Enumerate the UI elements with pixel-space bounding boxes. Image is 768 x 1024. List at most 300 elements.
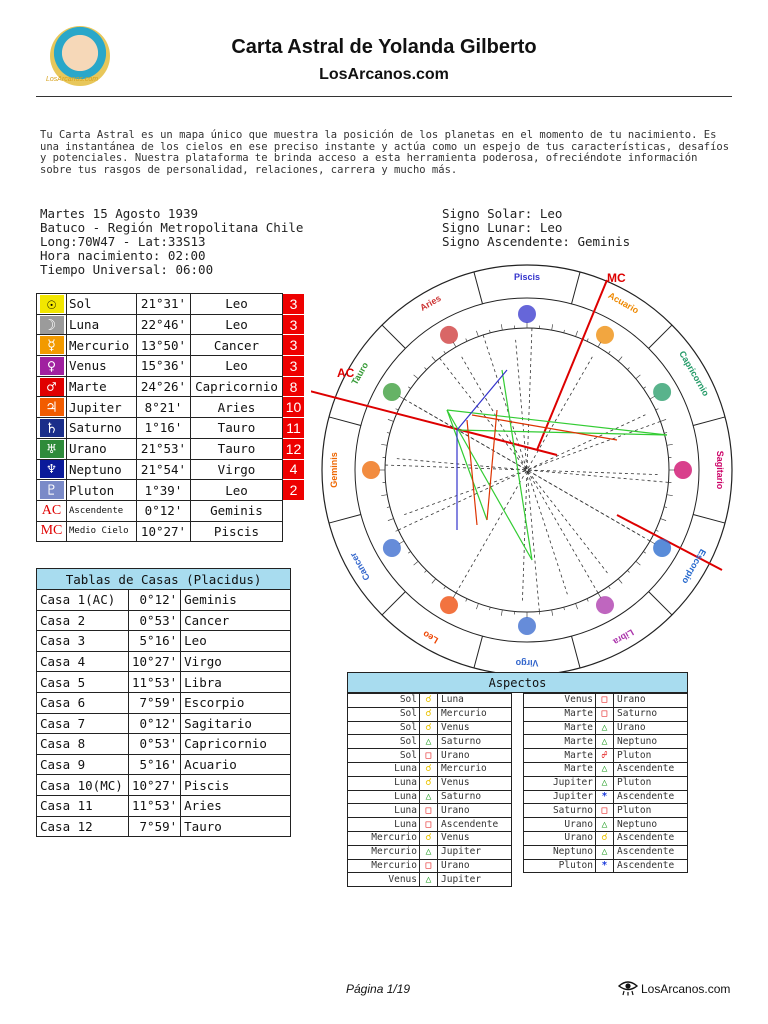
degree-tick bbox=[432, 579, 436, 584]
universal-time: Tiempo Universal: 06:00 bbox=[40, 262, 214, 277]
planet-house: 12 bbox=[283, 438, 305, 459]
lunar-sign: Signo Lunar: Leo bbox=[442, 220, 563, 235]
house-sign: Virgo bbox=[181, 651, 291, 672]
aspect-row bbox=[348, 735, 512, 749]
sign-label: Tauro bbox=[349, 360, 371, 387]
aspect-line bbox=[447, 410, 487, 520]
house-name: Casa 9 bbox=[37, 754, 129, 775]
aspect-square-icon: □ bbox=[596, 707, 614, 721]
aspect-conjunction-icon: ☌ bbox=[420, 762, 438, 776]
house-degree: 5°16' bbox=[129, 754, 181, 775]
planet-degree: 21°31' bbox=[137, 294, 191, 315]
aspect-row bbox=[348, 831, 512, 845]
ac-label: AC bbox=[337, 366, 355, 380]
planet-symbol-cell bbox=[37, 418, 67, 439]
house-sign: Sagitario bbox=[181, 713, 291, 734]
aspect-trine-icon: △ bbox=[596, 762, 614, 776]
aspect-line bbox=[472, 415, 617, 440]
aspect-planet-b: Mercurio bbox=[438, 762, 512, 776]
sign-glyph-icon bbox=[596, 596, 614, 614]
aspect-row bbox=[524, 721, 688, 735]
venus-icon: ♀ bbox=[40, 357, 64, 375]
aspect-square-icon: □ bbox=[420, 818, 438, 832]
aspect-conjunction-icon: ☌ bbox=[420, 776, 438, 790]
aspect-row bbox=[348, 694, 512, 708]
house-cusp bbox=[522, 328, 532, 600]
aspect-planet-a: Mercurio bbox=[348, 859, 420, 873]
degree-tick bbox=[408, 387, 410, 389]
planet-house: 3 bbox=[283, 335, 305, 356]
degree-tick bbox=[660, 519, 666, 521]
planet-house: 8 bbox=[283, 376, 305, 397]
house-degree: 5°16' bbox=[129, 631, 181, 652]
planet-symbol-cell bbox=[37, 294, 67, 315]
aspect-planet-a: Venus bbox=[348, 873, 420, 887]
aspect-row bbox=[348, 818, 512, 832]
degree-tick bbox=[636, 375, 641, 379]
planet-house: 11 bbox=[283, 418, 305, 439]
planet-symbol-cell bbox=[37, 438, 67, 459]
sign-summary bbox=[442, 207, 630, 249]
planet-symbol-cell bbox=[37, 335, 67, 356]
planet-house-empty bbox=[283, 521, 305, 542]
aspect-planet-b: Pluton bbox=[614, 749, 688, 763]
house-name: Casa 1(AC) bbox=[37, 590, 129, 611]
planet-row bbox=[37, 459, 305, 480]
planet-name: Saturno bbox=[67, 418, 137, 439]
planet-sign: Piscis bbox=[191, 521, 283, 542]
degree-tick bbox=[667, 444, 673, 445]
house-name: Casa 3 bbox=[37, 631, 129, 652]
aspect-conjunction-icon: ☌ bbox=[596, 831, 614, 845]
degree-tick bbox=[656, 409, 659, 410]
aspect-row bbox=[524, 804, 688, 818]
sign-glyph-icon bbox=[653, 383, 671, 401]
aspect-planet-b: Neptuno bbox=[614, 818, 688, 832]
sign-label: Virgo bbox=[515, 658, 539, 668]
moon-icon: ☽ bbox=[40, 316, 64, 334]
aspect-line bbox=[467, 420, 477, 525]
house-sign: Piscis bbox=[181, 775, 291, 796]
aspect-line bbox=[487, 410, 497, 520]
planet-row bbox=[37, 521, 305, 542]
aspect-square-icon: □ bbox=[420, 859, 438, 873]
page-title: Carta Astral de Yolanda Gilberto bbox=[231, 36, 537, 58]
aspect-planet-a: Luna bbox=[348, 762, 420, 776]
degree-tick bbox=[387, 507, 390, 508]
aspect-row bbox=[524, 790, 688, 804]
planet-row bbox=[37, 314, 305, 335]
planet-sign: Tauro bbox=[191, 438, 283, 459]
house-degree: 11°53' bbox=[129, 795, 181, 816]
aspect-row bbox=[348, 859, 512, 873]
sign-divider bbox=[649, 592, 672, 615]
zodiac-wheel bbox=[311, 262, 757, 672]
planet-name: Urano bbox=[67, 438, 137, 459]
aspect-planet-b: Urano bbox=[438, 804, 512, 818]
degree-tick bbox=[552, 324, 553, 330]
aspect-planet-b: Urano bbox=[438, 859, 512, 873]
planet-sign: Virgo bbox=[191, 459, 283, 480]
house-name: Casa 8 bbox=[37, 734, 129, 755]
planet-row bbox=[37, 418, 305, 439]
aspect-planet-a: Pluton bbox=[524, 859, 596, 873]
aspect-row bbox=[524, 749, 688, 763]
house-degree: 10°27' bbox=[129, 651, 181, 672]
planet-name: Neptuno bbox=[67, 459, 137, 480]
aspect-row bbox=[348, 721, 512, 735]
degree-tick bbox=[667, 495, 673, 496]
aspect-planet-a: Sol bbox=[348, 735, 420, 749]
degree-tick bbox=[501, 610, 502, 616]
degree-tick bbox=[587, 339, 588, 342]
degree-tick bbox=[664, 507, 667, 508]
house-row bbox=[37, 713, 291, 734]
solar-sign: Signo Solar: Leo bbox=[442, 206, 563, 221]
page-number: Página 1/19 bbox=[346, 982, 411, 996]
planet-symbol-cell bbox=[37, 376, 67, 397]
aspect-row bbox=[348, 873, 512, 887]
sign-divider bbox=[572, 636, 581, 668]
neptune-icon: ♆ bbox=[40, 460, 64, 478]
planet-row bbox=[37, 480, 305, 501]
planet-name: Pluton bbox=[67, 480, 137, 501]
house-row bbox=[37, 816, 291, 837]
degree-tick bbox=[489, 607, 490, 610]
planet-degree: 8°21' bbox=[137, 397, 191, 418]
house-cusp bbox=[483, 335, 567, 594]
aspect-trine-icon: △ bbox=[596, 818, 614, 832]
aspects-title: Aspectos bbox=[347, 672, 688, 693]
house-name: Casa 10(MC) bbox=[37, 775, 129, 796]
aspect-planet-a: Marte bbox=[524, 707, 596, 721]
aspect-planet-b: Venus bbox=[438, 776, 512, 790]
degree-tick bbox=[576, 603, 578, 609]
house-cusp bbox=[397, 459, 669, 483]
degree-tick bbox=[396, 530, 399, 531]
aspect-planet-b: Urano bbox=[614, 694, 688, 708]
degree-tick bbox=[660, 419, 666, 421]
sign-label: Geminis bbox=[329, 452, 339, 488]
degree-tick bbox=[466, 599, 467, 602]
degree-tick bbox=[587, 599, 588, 602]
aspect-row bbox=[348, 790, 512, 804]
degree-tick bbox=[466, 339, 467, 342]
planet-name: Ascendente bbox=[67, 500, 137, 521]
planet-house: 10 bbox=[283, 397, 305, 418]
planet-symbol-cell bbox=[37, 397, 67, 418]
aspect-line bbox=[447, 410, 532, 560]
house-sign: Leo bbox=[181, 631, 291, 652]
birth-time: Hora nacimiento: 02:00 bbox=[40, 248, 206, 263]
planet-degree: 21°54' bbox=[137, 459, 191, 480]
aspect-planet-a: Sol bbox=[348, 721, 420, 735]
degree-tick bbox=[388, 419, 394, 421]
planet-sign: Aries bbox=[191, 397, 283, 418]
aspect-square-icon: □ bbox=[420, 749, 438, 763]
house-degree: 0°12' bbox=[129, 713, 181, 734]
aspect-trine-icon: △ bbox=[596, 721, 614, 735]
aspect-planet-a: Jupiter bbox=[524, 776, 596, 790]
house-sign: Escorpio bbox=[181, 692, 291, 713]
planet-degree: 1°39' bbox=[137, 480, 191, 501]
aspect-planet-a: Marte bbox=[524, 735, 596, 749]
aspect-row bbox=[524, 831, 688, 845]
sign-glyph-icon bbox=[440, 596, 458, 614]
house-row bbox=[37, 631, 291, 652]
degree-tick bbox=[618, 579, 622, 584]
aspect-planet-a: Urano bbox=[524, 831, 596, 845]
house-name: Casa 12 bbox=[37, 816, 129, 837]
degree-tick bbox=[608, 586, 610, 588]
aspect-line bbox=[447, 410, 667, 435]
aspect-planet-a: Luna bbox=[348, 818, 420, 832]
planet-name: Medio Cielo bbox=[67, 521, 137, 542]
planet-sign: Leo bbox=[191, 314, 283, 335]
aspect-square-icon: □ bbox=[420, 804, 438, 818]
planet-row bbox=[37, 500, 305, 521]
house-sign: Acuario bbox=[181, 754, 291, 775]
footer-site-link[interactable]: LosArcanos.com bbox=[641, 982, 731, 996]
eye-icon bbox=[618, 978, 638, 996]
planet-symbol-cell bbox=[37, 314, 67, 335]
degree-tick bbox=[476, 603, 478, 609]
aspect-planet-b: Ascendente bbox=[614, 762, 688, 776]
aspect-trine-icon: △ bbox=[596, 776, 614, 790]
birth-coords: Long:70W47 - Lat:33S13 bbox=[40, 234, 206, 249]
house-degree: 7°59' bbox=[129, 816, 181, 837]
sign-divider bbox=[693, 515, 725, 524]
degree-tick bbox=[656, 530, 659, 531]
degree-tick bbox=[444, 586, 446, 588]
planet-house: 3 bbox=[283, 294, 305, 315]
aspect-planet-a: Mercurio bbox=[348, 845, 420, 859]
degree-tick bbox=[408, 551, 410, 553]
degree-tick bbox=[564, 330, 565, 333]
aspect-row bbox=[524, 707, 688, 721]
planet-row bbox=[37, 356, 305, 377]
site-name[interactable]: LosArcanos.com bbox=[319, 66, 449, 83]
sign-glyph-icon bbox=[383, 383, 401, 401]
sign-divider bbox=[649, 325, 672, 348]
aspect-trine-icon: △ bbox=[596, 735, 614, 749]
aspect-planet-b: Ascendente bbox=[438, 818, 512, 832]
house-row bbox=[37, 672, 291, 693]
sign-divider bbox=[693, 417, 725, 426]
house-sign: Aries bbox=[181, 795, 291, 816]
degree-tick bbox=[564, 607, 565, 610]
aspect-row bbox=[348, 762, 512, 776]
aspects-table-right bbox=[523, 693, 688, 873]
house-degree: 0°53' bbox=[129, 610, 181, 631]
house-row bbox=[37, 795, 291, 816]
degree-tick bbox=[489, 330, 490, 333]
house-row bbox=[37, 610, 291, 631]
aspect-conjunction-icon: ☌ bbox=[420, 831, 438, 845]
degree-tick bbox=[388, 519, 394, 521]
birth-place: Batuco - Región Metropolitana Chile bbox=[40, 220, 304, 235]
house-cusp bbox=[440, 358, 608, 573]
sign-divider bbox=[474, 636, 483, 668]
house-cusp bbox=[385, 465, 657, 475]
planet-degree: 0°12' bbox=[137, 500, 191, 521]
aspect-planet-b: Urano bbox=[438, 749, 512, 763]
aspect-row bbox=[524, 845, 688, 859]
planet-house: 3 bbox=[283, 314, 305, 335]
degree-tick bbox=[444, 351, 446, 353]
sign-label: Cancer bbox=[347, 550, 372, 583]
sign-glyph-icon bbox=[440, 326, 458, 344]
birth-date: Martes 15 Agosto 1939 bbox=[40, 206, 199, 221]
sign-glyph-icon bbox=[518, 617, 536, 635]
house-sign: Tauro bbox=[181, 816, 291, 837]
aspect-planet-b: Venus bbox=[438, 831, 512, 845]
house-name: Casa 11 bbox=[37, 795, 129, 816]
sign-glyph-icon bbox=[383, 539, 401, 557]
degree-tick bbox=[381, 444, 387, 445]
aspect-row bbox=[348, 804, 512, 818]
pluto-icon: ♇ bbox=[40, 481, 64, 499]
aspect-planet-a: Neptuno bbox=[524, 845, 596, 859]
jupiter-icon: ♃ bbox=[40, 398, 64, 416]
sign-divider bbox=[474, 272, 483, 304]
planet-row bbox=[37, 335, 305, 356]
planet-house: 3 bbox=[283, 356, 305, 377]
aspect-planet-a: Sol bbox=[348, 694, 420, 708]
planet-sign: Capricornio bbox=[191, 376, 283, 397]
house-name: Casa 6 bbox=[37, 692, 129, 713]
planets-table bbox=[36, 293, 305, 542]
aspect-sextile-icon: * bbox=[596, 859, 614, 873]
aspect-row bbox=[524, 735, 688, 749]
mc-label: MC bbox=[607, 271, 626, 285]
house-sign: Geminis bbox=[181, 590, 291, 611]
sign-label: Piscis bbox=[513, 272, 541, 282]
planet-house: 4 bbox=[283, 459, 305, 480]
aspect-row bbox=[524, 762, 688, 776]
degree-tick bbox=[424, 367, 426, 369]
planet-degree: 24°26' bbox=[137, 376, 191, 397]
planet-degree: 15°36' bbox=[137, 356, 191, 377]
degree-tick bbox=[501, 324, 502, 330]
planet-sign: Cancer bbox=[191, 335, 283, 356]
intro-paragraph: Tu Carta Astral es un mapa único que muestra la posición de los planetas en el momento de tu nacimiento. Es una instantánea de los cielos en ese preciso instante y actúa como un espejo de tus características, desafíos y potenciales. Nuestra plataforma te brinda acceso a esta herramienta poderosa, ofreciéndote información sobre tus rasgos de personalidad, relaciones, carrera y mucho más. bbox=[40, 129, 730, 176]
aspect-planet-b: Ascendente bbox=[614, 831, 688, 845]
aspect-planet-b: Venus bbox=[438, 721, 512, 735]
aspect-planet-a: Luna bbox=[348, 804, 420, 818]
planet-name: Marte bbox=[67, 376, 137, 397]
planet-sign: Tauro bbox=[191, 418, 283, 439]
house-degree: 0°12' bbox=[129, 590, 181, 611]
sign-label: Escorpio bbox=[680, 547, 709, 586]
degree-tick bbox=[381, 495, 387, 496]
planet-degree: 1°16' bbox=[137, 418, 191, 439]
aspect-planet-a: Sol bbox=[348, 707, 420, 721]
planet-name: Luna bbox=[67, 314, 137, 335]
house-degree: 11°53' bbox=[129, 672, 181, 693]
degree-tick bbox=[627, 570, 629, 572]
aspect-planet-b: Jupiter bbox=[438, 845, 512, 859]
midheaven-icon: MC bbox=[40, 523, 63, 539]
aspect-row bbox=[524, 818, 688, 832]
sign-divider bbox=[329, 417, 361, 426]
aspect-planet-b: Neptuno bbox=[614, 735, 688, 749]
aspect-line bbox=[457, 370, 507, 430]
planet-name: Sol bbox=[67, 294, 137, 315]
house-name: Casa 2 bbox=[37, 610, 129, 631]
aspect-planet-b: Pluton bbox=[614, 804, 688, 818]
houses-table-title: Tablas de Casas (Placidus) bbox=[37, 569, 291, 590]
degree-tick bbox=[414, 561, 419, 565]
planet-row bbox=[37, 397, 305, 418]
aspect-row bbox=[524, 859, 688, 873]
aspect-square-icon: □ bbox=[596, 694, 614, 708]
degree-tick bbox=[476, 331, 478, 337]
aspect-planet-a: Luna bbox=[348, 790, 420, 804]
aspect-planet-a: Luna bbox=[348, 776, 420, 790]
aspect-trine-icon: △ bbox=[420, 735, 438, 749]
aspect-planet-b: Urano bbox=[614, 721, 688, 735]
planet-sign: Leo bbox=[191, 480, 283, 501]
planet-degree: 21°53' bbox=[137, 438, 191, 459]
sun-icon: ☉ bbox=[40, 295, 64, 313]
ascendant-icon: AC bbox=[40, 502, 64, 520]
aspect-planet-a: Saturno bbox=[524, 804, 596, 818]
aspect-row bbox=[348, 776, 512, 790]
aspect-sextile-icon: * bbox=[596, 790, 614, 804]
aspect-line bbox=[502, 370, 532, 560]
header-divider bbox=[36, 96, 732, 97]
birth-info bbox=[40, 207, 303, 277]
descendant-axis bbox=[617, 515, 722, 570]
house-sign: Capricornio bbox=[181, 734, 291, 755]
sign-label: Libra bbox=[611, 627, 636, 647]
degree-tick bbox=[387, 432, 390, 433]
degree-tick bbox=[608, 351, 610, 353]
aspect-planet-a: Marte bbox=[524, 762, 596, 776]
aspect-planet-b: Saturno bbox=[614, 707, 688, 721]
sign-label: Capricornio bbox=[677, 349, 712, 398]
aspect-row bbox=[348, 749, 512, 763]
aspect-row bbox=[348, 845, 512, 859]
degree-tick bbox=[643, 387, 645, 389]
planet-symbol-cell bbox=[37, 459, 67, 480]
sign-glyph-icon bbox=[596, 326, 614, 344]
planet-row bbox=[37, 376, 305, 397]
aspect-planet-a: Marte bbox=[524, 721, 596, 735]
aspect-trine-icon: △ bbox=[420, 873, 438, 887]
house-row bbox=[37, 590, 291, 611]
aspect-planet-a: Marte bbox=[524, 749, 596, 763]
house-degree: 10°27' bbox=[129, 775, 181, 796]
planet-sign: Geminis bbox=[191, 500, 283, 521]
aspect-conjunction-icon: ☌ bbox=[420, 707, 438, 721]
house-name: Casa 4 bbox=[37, 651, 129, 672]
planet-name: Venus bbox=[67, 356, 137, 377]
saturn-icon: ♄ bbox=[40, 419, 64, 437]
house-row bbox=[37, 775, 291, 796]
aspect-planet-b: Saturno bbox=[438, 735, 512, 749]
degree-tick bbox=[636, 561, 641, 565]
sign-label: Leo bbox=[421, 628, 440, 646]
house-degree: 0°53' bbox=[129, 734, 181, 755]
house-row bbox=[37, 692, 291, 713]
house-degree: 7°59' bbox=[129, 692, 181, 713]
aspect-planet-b: Luna bbox=[438, 694, 512, 708]
house-cusp bbox=[462, 357, 598, 593]
mercury-icon: ☿ bbox=[40, 336, 64, 354]
degree-tick bbox=[643, 551, 645, 553]
